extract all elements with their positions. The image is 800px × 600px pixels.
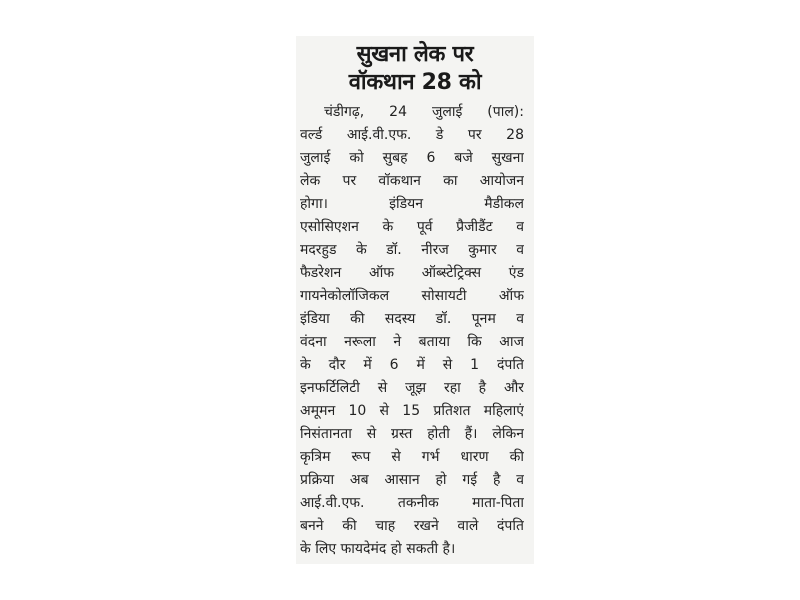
headline-line-1: सुखना लेक पर — [356, 42, 474, 67]
body-line: आई.वी.एफ. तकनीक माता-पिता — [300, 495, 524, 511]
headline-line-2: वॉकथान 28 को — [348, 70, 482, 95]
body-line: जुलाई को सुबह 6 बजे सुखना — [300, 150, 524, 166]
body-line: अमूमन 10 से 15 प्रतिशत महिलाएं — [300, 403, 524, 419]
body-line: मदरहुड के डॉ. नीरज कुमार व — [300, 242, 524, 258]
body-line: इंडिया की सदस्य डॉ. पूनम व — [300, 311, 524, 327]
body-line-last: के लिए फायदेमंद हो सकती है। — [300, 541, 456, 557]
body-line: फैडरेशन ऑफ ऑब्स्टेट्रिक्स एंड — [300, 265, 524, 281]
body-line: वंदना नरूला ने बताया कि आज — [300, 334, 524, 350]
body-line: इनफर्टिलिटी से जूझ रहा है और — [300, 380, 524, 396]
body-line: वर्ल्ड आई.वी.एफ. डे पर 28 — [300, 127, 524, 143]
body-line: गायनेकोलॉजिकल सोसायटी ऑफ — [300, 288, 524, 304]
body-line: कृत्रिम रूप से गर्भ धारण की — [300, 449, 524, 465]
body-line: लेक पर वॉकथान का आयोजन — [300, 173, 524, 189]
body-line: प्रक्रिया अब आसान हो गई है व — [300, 472, 524, 488]
body-line: होगा। इंडियन मैडीकल — [300, 196, 524, 212]
body-line: निसंतानता से ग्रस्त होती हैं। लेकिन — [300, 426, 524, 442]
body-line: एसोसिएशन के पूर्व प्रैजीडैंट व — [300, 219, 524, 235]
dateline: चंडीगढ़, 24 जुलाई (पाल): — [324, 104, 524, 120]
body-line: बनने की चाह रखने वाले दंपति — [300, 518, 524, 534]
body-line: के दौर में 6 में से 1 दंपति — [300, 357, 524, 373]
